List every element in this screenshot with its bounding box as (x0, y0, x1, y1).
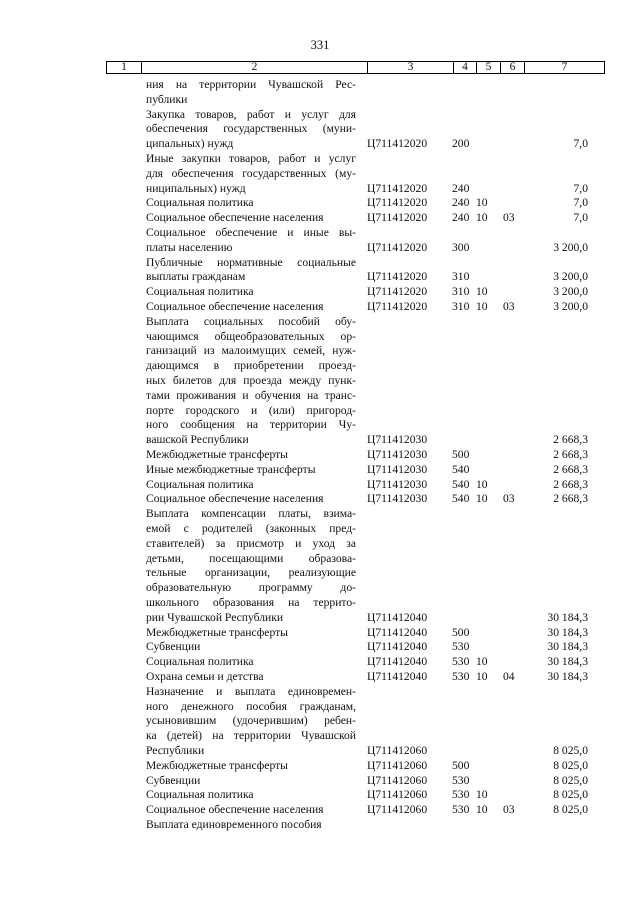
row-name-line: Социальная политика (146, 655, 254, 669)
row-amount: 3 200,0 (553, 240, 588, 254)
table-header (106, 61, 605, 74)
row-code: Ц711412060 (367, 803, 428, 817)
row-name (146, 211, 356, 226)
row-amount: 8 025,0 (553, 743, 588, 757)
row-section: 10 (476, 655, 488, 669)
row-name-line: Выплата единовременного пособия (146, 817, 322, 831)
row-code: Ц711412020 (367, 299, 428, 313)
row-expense-type: 240 (452, 211, 470, 225)
table-row (0, 448, 640, 463)
row-name-line: платы населению (146, 240, 233, 254)
row-name-line: ганизаций из малоимущих семей, нуж- (146, 344, 356, 358)
row-section: 10 (476, 477, 488, 491)
row-name (146, 803, 356, 818)
table-row (0, 211, 640, 226)
row-name-line: чающимся общеобразовательных ор- (146, 329, 356, 343)
row-name-line: детьми, посещающими образова- (146, 551, 356, 565)
row-subsection: 03 (503, 492, 515, 506)
column-header-3: 3 (368, 62, 454, 73)
row-code: Ц711412060 (367, 743, 428, 757)
row-name-line: Закупка товаров, работ и услуг для (146, 107, 356, 121)
row-name (146, 507, 356, 625)
row-amount: 30 184,3 (547, 610, 588, 624)
row-amount: 8 025,0 (553, 788, 588, 802)
row-code: Ц711412020 (367, 240, 428, 254)
row-code: Ц711412020 (367, 196, 428, 210)
row-expense-type: 540 (452, 477, 470, 491)
row-name-line: Социальное обеспечение населения (146, 803, 324, 817)
table-row (0, 152, 640, 196)
row-name-line: Выплата компенсации платы, взима- (146, 507, 356, 521)
column-header-6: 6 (501, 62, 525, 73)
table-row (0, 670, 640, 685)
row-code: Ц711412040 (367, 640, 428, 654)
row-name-line: Охрана семьи и детства (146, 669, 264, 683)
row-subsection: 04 (503, 669, 515, 683)
row-section: 10 (476, 211, 488, 225)
row-name (146, 492, 356, 507)
row-name (146, 774, 356, 789)
row-name-line: Субвенции (146, 773, 201, 787)
row-expense-type: 530 (452, 669, 470, 683)
row-amount: 2 668,3 (553, 462, 588, 476)
row-expense-type: 310 (452, 270, 470, 284)
table-row (0, 640, 640, 655)
row-amount: 7,0 (573, 181, 588, 195)
row-name-line: Социальное обеспечение населения (146, 299, 324, 313)
row-name-line: Республики (146, 743, 205, 757)
column-header-2: 2 (142, 62, 368, 73)
row-expense-type: 500 (452, 758, 470, 772)
row-name-line: тельные организации, реализующие (146, 566, 356, 580)
row-name-line: обеспечения государственных (муни- (146, 122, 356, 136)
row-amount: 7,0 (573, 211, 588, 225)
row-expense-type: 530 (452, 788, 470, 802)
row-expense-type: 530 (452, 640, 470, 654)
row-amount: 30 184,3 (547, 655, 588, 669)
row-code: Ц711412030 (367, 433, 428, 447)
row-name-line: Назначение и выплата единовремен- (146, 684, 356, 698)
row-subsection: 03 (503, 299, 515, 313)
row-name-line: порте городского и (или) пригород- (146, 403, 356, 417)
table-row (0, 226, 640, 256)
row-name (146, 478, 356, 493)
page-number: 331 (310, 38, 330, 52)
row-amount: 8 025,0 (553, 803, 588, 817)
row-name-line: ставителей) за присмотр и уход за (146, 536, 356, 550)
table-row (0, 463, 640, 478)
row-name-line: Социальное обеспечение населения (146, 211, 324, 225)
row-name-line: ных билетов для проезда между пунк- (146, 373, 356, 387)
row-name-line: вашской Республики (146, 433, 249, 447)
row-expense-type: 240 (452, 181, 470, 195)
row-name (146, 78, 356, 108)
row-name-line: ного денежного пособия гражданам, (146, 699, 356, 713)
row-name (146, 655, 356, 670)
row-expense-type: 530 (452, 773, 470, 787)
table-row (0, 507, 640, 625)
row-name-line: Межбюджетные трансферты (146, 625, 288, 639)
row-name (146, 463, 356, 478)
row-name-line: рии Чувашской Республики (146, 610, 284, 624)
row-subsection: 03 (503, 803, 515, 817)
column-header-4: 4 (454, 62, 477, 73)
row-expense-type: 540 (452, 462, 470, 476)
row-expense-type: 500 (452, 625, 470, 639)
row-code: Ц711412020 (367, 211, 428, 225)
row-amount: 2 668,3 (553, 477, 588, 491)
row-name (146, 152, 356, 196)
row-code: Ц711412060 (367, 758, 428, 772)
table-row (0, 300, 640, 315)
column-header-1: 1 (107, 62, 142, 73)
row-section: 10 (476, 285, 488, 299)
row-name-line: Иные закупки товаров, работ и услуг (146, 151, 356, 165)
row-name-line: усыновившим (удочерившим) ребен- (146, 714, 356, 728)
row-name-line: дающимся в приобретении проезд- (146, 359, 356, 373)
row-name (146, 448, 356, 463)
row-name-line: образовательную программу до- (146, 581, 356, 595)
row-name-line: Межбюджетные трансферты (146, 447, 288, 461)
row-name-line: тами проживания и обучения на транс- (146, 388, 356, 402)
row-expense-type: 530 (452, 803, 470, 817)
table-row (0, 78, 640, 108)
row-name-line: Иные межбюджетные трансферты (146, 462, 316, 476)
table-row (0, 196, 640, 211)
row-name (146, 300, 356, 315)
row-name (146, 788, 356, 803)
row-name-line: Выплата социальных пособий обу- (146, 314, 356, 328)
table-row (0, 108, 640, 152)
row-name-line: ниципальных) нужд (146, 181, 246, 195)
row-expense-type: 530 (452, 655, 470, 669)
row-code: Ц711412040 (367, 625, 428, 639)
row-name-line: Межбюджетные трансферты (146, 758, 288, 772)
row-code: Ц711412040 (367, 655, 428, 669)
row-section: 10 (476, 196, 488, 210)
row-code: Ц711412020 (367, 285, 428, 299)
row-expense-type: 540 (452, 492, 470, 506)
table-row (0, 759, 640, 774)
row-name (146, 226, 356, 256)
row-code: Ц711412020 (367, 181, 428, 195)
table-row (0, 818, 640, 833)
row-expense-type: 300 (452, 240, 470, 254)
row-code: Ц711412030 (367, 447, 428, 461)
row-section: 10 (476, 788, 488, 802)
row-name (146, 818, 356, 833)
table-row (0, 492, 640, 507)
row-amount: 2 668,3 (553, 433, 588, 447)
row-code: Ц711412060 (367, 788, 428, 802)
row-name-line: выплаты гражданам (146, 270, 246, 284)
row-expense-type: 200 (452, 137, 470, 151)
table-row (0, 774, 640, 789)
row-name-line: ципальных) нужд (146, 137, 234, 151)
row-expense-type: 240 (452, 196, 470, 210)
table-row (0, 685, 640, 759)
row-name (146, 285, 356, 300)
row-name-line: Публичные нормативные социальные (146, 255, 356, 269)
row-section: 10 (476, 492, 488, 506)
table-row (0, 626, 640, 641)
row-name-line: школьного образования на террито- (146, 595, 356, 609)
row-name (146, 196, 356, 211)
row-amount: 3 200,0 (553, 299, 588, 313)
row-amount: 8 025,0 (553, 773, 588, 787)
row-code: Ц711412040 (367, 610, 428, 624)
row-name (146, 685, 356, 759)
row-name-line: Субвенции (146, 640, 201, 654)
row-name (146, 315, 356, 448)
row-name-line: Социальное обеспечение и иные вы- (146, 225, 356, 239)
row-name-line: ка (детей) на территории Чувашской (146, 729, 356, 743)
row-code: Ц711412040 (367, 669, 428, 683)
table-row (0, 655, 640, 670)
row-section: 10 (476, 299, 488, 313)
row-name-line: емой с родителей (законных пред- (146, 521, 356, 535)
row-name-line: ного сообщения на территории Чу- (146, 418, 356, 432)
row-code: Ц711412060 (367, 773, 428, 787)
table-row (0, 803, 640, 818)
column-header-7: 7 (561, 61, 568, 73)
row-name (146, 670, 356, 685)
row-amount: 2 668,3 (553, 447, 588, 461)
row-amount: 7,0 (573, 196, 588, 210)
row-code: Ц711412020 (367, 270, 428, 284)
row-amount: 2 668,3 (553, 492, 588, 506)
table-body (0, 78, 640, 833)
row-expense-type: 310 (452, 299, 470, 313)
row-amount: 8 025,0 (553, 758, 588, 772)
row-subsection: 03 (503, 211, 515, 225)
row-amount: 30 184,3 (547, 669, 588, 683)
row-name-line: Социальная политика (146, 477, 254, 491)
row-expense-type: 310 (452, 285, 470, 299)
row-name-line: Социальная политика (146, 196, 254, 210)
row-name-line: для обеспечения государственных (му- (146, 166, 356, 180)
table-row (0, 478, 640, 493)
row-name (146, 108, 356, 152)
row-name (146, 626, 356, 641)
row-amount: 3 200,0 (553, 285, 588, 299)
row-name (146, 640, 356, 655)
row-section: 10 (476, 669, 488, 683)
row-name-line: Социальное обеспечение населения (146, 492, 324, 506)
row-expense-type: 500 (452, 447, 470, 461)
row-name (146, 759, 356, 774)
row-amount: 30 184,3 (547, 625, 588, 639)
table-row (0, 256, 640, 286)
row-name-line: Социальная политика (146, 285, 254, 299)
row-name-line: публики (146, 92, 188, 106)
row-code: Ц711412030 (367, 477, 428, 491)
row-code: Ц711412030 (367, 492, 428, 506)
column-header-5: 5 (477, 62, 501, 73)
table-row (0, 788, 640, 803)
row-code: Ц711412030 (367, 462, 428, 476)
row-amount: 30 184,3 (547, 640, 588, 654)
row-code: Ц711412020 (367, 137, 428, 151)
table-row (0, 315, 640, 448)
row-name (146, 256, 356, 286)
row-name-line: Социальная политика (146, 788, 254, 802)
row-section: 10 (476, 803, 488, 817)
table-row (0, 285, 640, 300)
row-name-line: ния на территории Чувашской Рес- (146, 78, 356, 91)
row-amount: 3 200,0 (553, 270, 588, 284)
row-amount: 7,0 (573, 137, 588, 151)
